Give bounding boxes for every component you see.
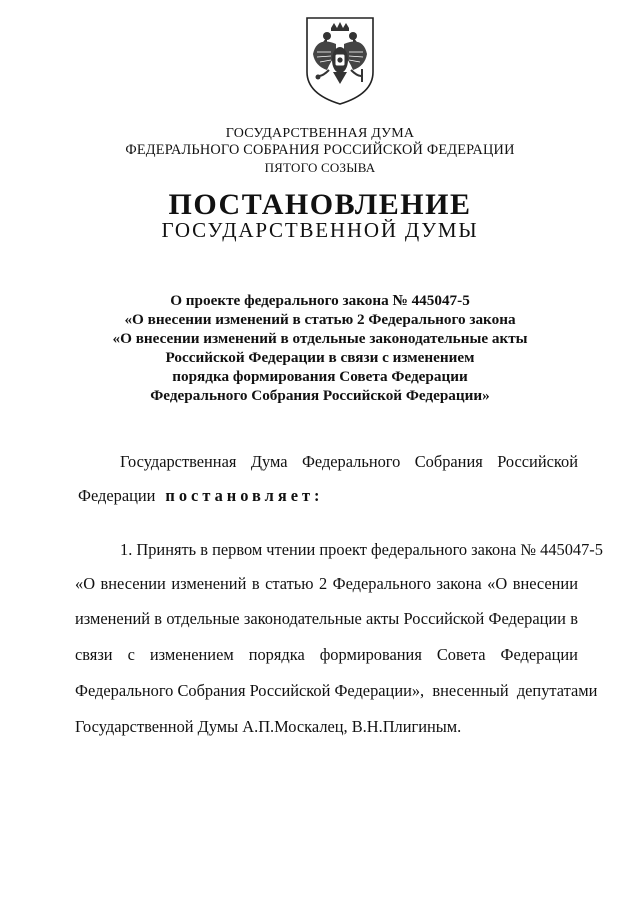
body-line-justified [120, 452, 578, 472]
body-word: в [154, 609, 163, 628]
header-line-assembly: ФЕДЕРАЛЬНОГО СОБРАНИЯ РОССИЙСКОЙ ФЕДЕРАЦИИ [125, 142, 515, 158]
body-word: отдельные [166, 609, 240, 628]
body-word: Дума [250, 452, 288, 471]
header-line-duma: ГОСУДАРСТВЕННАЯ ДУМА [225, 126, 415, 141]
subject-line: О проекте федерального закона № 445047-5 [170, 292, 470, 309]
body-word: «О [487, 574, 508, 593]
body-word: статью [265, 574, 314, 593]
body-word: Федерального [301, 452, 401, 471]
document-subtitle: ГОСУДАРСТВЕННОЙ ДУМЫ [161, 218, 479, 242]
body-word: с [127, 645, 135, 664]
body-text: Федерации [78, 486, 156, 505]
body-word: Государственная [120, 452, 237, 471]
subject-line: «О внесении изменений в отдельные законодательные акты [112, 330, 528, 347]
body-line-justified [75, 645, 578, 665]
body-word: связи [75, 645, 113, 664]
body-word: формирования [319, 645, 422, 664]
body-word: порядка [248, 645, 305, 664]
subject-line: Российской Федерации в связи с изменением [165, 349, 475, 366]
body-word: Собрания [414, 452, 483, 471]
body-line: Государственной Думы А.П.Москалец, В.Н.Плигиным. [75, 717, 462, 736]
body-word: Федерации [500, 645, 578, 664]
body-line [78, 486, 324, 506]
header-line-convocation: ПЯТОГО СОЗЫВА [264, 160, 376, 175]
body-word: акты [366, 609, 400, 628]
body-line: Федерального Собрания Российской Федерации», внесенный депутатами [75, 681, 598, 700]
double-headed-eagle-icon [303, 14, 377, 106]
body-word: законодательные [243, 609, 362, 628]
body-word: Российской [403, 609, 485, 628]
body-word: «О [75, 574, 96, 593]
body-word: Совета [436, 645, 486, 664]
body-word: изменений [171, 574, 247, 593]
body-line: 1. Принять в первом чтении проект федерального закона № 445047-5 [120, 540, 603, 559]
body-word: Федерации [488, 609, 566, 628]
body-word: в [570, 609, 578, 628]
subject-line: «О внесении изменений в статью 2 Федерального закона [124, 311, 516, 328]
decree-verb: постановляет: [165, 486, 324, 505]
subject-line: порядка формирования Совета Федерации [172, 368, 468, 385]
body-word: внесении [512, 574, 578, 593]
body-word: изменений [75, 609, 151, 628]
body-word: закона [436, 574, 482, 593]
body-word: Федерального [332, 574, 432, 593]
body-word: внесении [100, 574, 166, 593]
body-word: изменением [149, 645, 234, 664]
body-word: Российской [497, 452, 578, 471]
body-line-justified [75, 574, 578, 594]
document-title: ПОСТАНОВЛЕНИЕ [168, 188, 472, 221]
body-word: 2 [318, 574, 328, 593]
subject-line: Федерального Собрания Российской Федерации» [150, 387, 490, 404]
body-word: в [251, 574, 260, 593]
body-line-justified [75, 609, 578, 629]
